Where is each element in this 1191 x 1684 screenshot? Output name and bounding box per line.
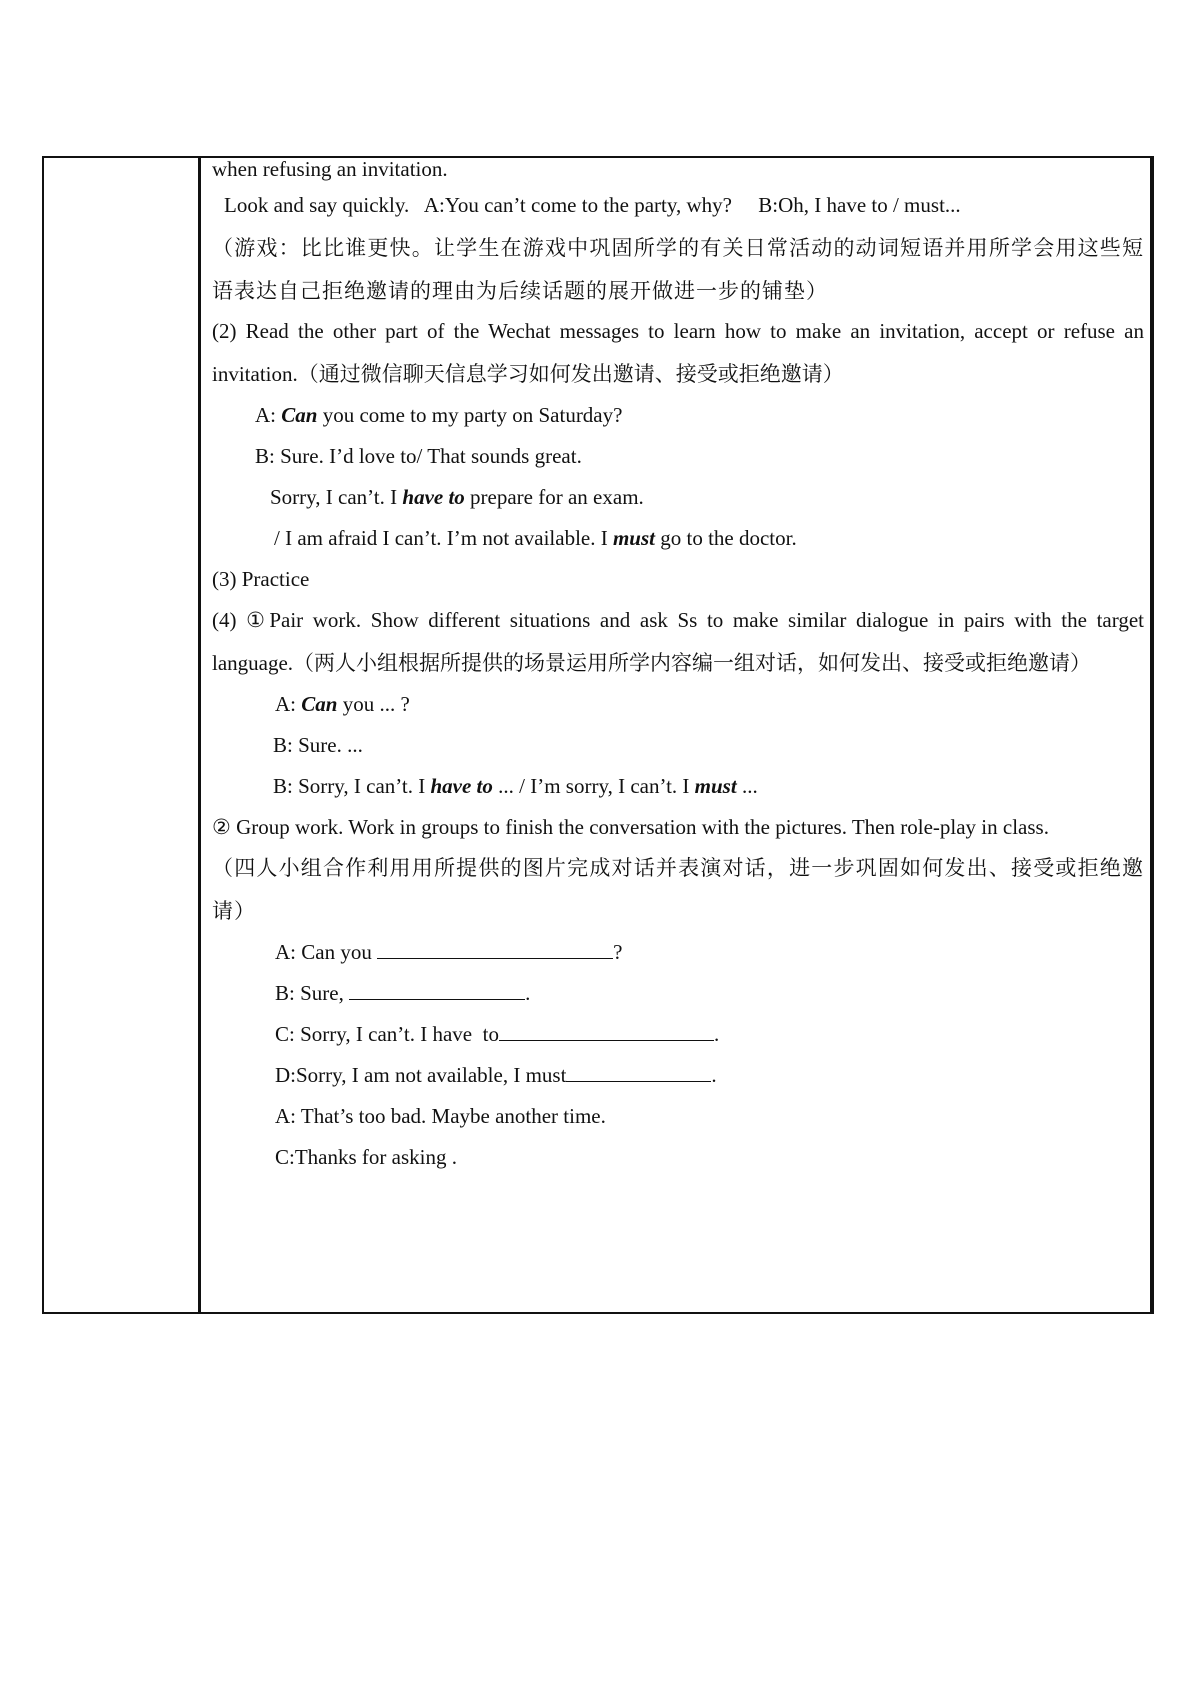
- dialogue-line: A: That’s too bad. Maybe another time.: [275, 1104, 606, 1128]
- dialogue-line: B: Sorry, I can’t. I have to ... / I’m sorry, I can’t. I must ...: [273, 774, 758, 798]
- fill-blank-line: A: Can you ?: [275, 940, 623, 964]
- dialogue-line: A: Can you come to my party on Saturday?: [255, 403, 623, 427]
- text-line: （四人小组合作利用用所提供的图片完成对话并表演对话，进一步巩固如何发出、接受或拒绝邀: [212, 856, 1144, 880]
- text-line: ② Group work. Work in groups to finish the conversation with the pictures. Then role-play in class.: [212, 815, 1049, 839]
- fill-blank-line: C: Sorry, I can’t. I have to .: [275, 1022, 720, 1046]
- dialogue-line: B: Sure. ...: [273, 733, 363, 757]
- dialogue-line: / I am afraid I can’t. I’m not available. I must go to the doctor.: [274, 526, 797, 550]
- lesson-table: [42, 156, 1154, 1314]
- section-heading: (3) Practice: [212, 567, 310, 591]
- table-right-border: [1150, 158, 1152, 1312]
- text-line: language.（两人小组根据所提供的场景运用所学内容编一组对话，如何发出、接受或拒绝邀请）: [212, 651, 1092, 675]
- dialogue-line: C:Thanks for asking .: [275, 1145, 457, 1169]
- dialogue-line: A: Can you ... ?: [275, 692, 410, 716]
- text-line: 语表达自己拒绝邀请的理由为后续话题的展开做进一步的铺垫）: [212, 279, 828, 303]
- dialogue-line: B: Sure. I’d love to/ That sounds great.: [255, 444, 582, 468]
- answer-blank[interactable]: [377, 938, 613, 959]
- answer-blank[interactable]: [566, 1061, 711, 1082]
- answer-blank[interactable]: [349, 979, 525, 1000]
- column-divider: [198, 158, 201, 1312]
- text-line: Look and say quickly. A:You can’t come to the party, why? B:Oh, I have to / must...: [224, 193, 961, 217]
- text-line: (2) Read the other part of the Wechat messages to learn how to make an invitation, accept or refuse an: [212, 319, 1144, 343]
- fill-blank-line: D:Sorry, I am not available, I must .: [275, 1063, 717, 1087]
- answer-blank[interactable]: [499, 1020, 714, 1041]
- text-line: (4) ①Pair work. Show different situations and ask Ss to make similar dialogue in pairs with the target: [212, 608, 1144, 632]
- fill-blank-line: B: Sure, .: [275, 981, 531, 1005]
- dialogue-line: Sorry, I can’t. I have to prepare for an exam.: [270, 485, 644, 509]
- text-line: when refusing an invitation.: [212, 157, 448, 181]
- text-line: invitation.（通过微信聊天信息学习如何发出邀请、接受或拒绝邀请）: [212, 362, 844, 386]
- text-line: （游戏：比比谁更快。让学生在游戏中巩固所学的有关日常活动的动词短语并用所学会用这些短: [212, 236, 1144, 260]
- text-line: 请）: [212, 899, 256, 923]
